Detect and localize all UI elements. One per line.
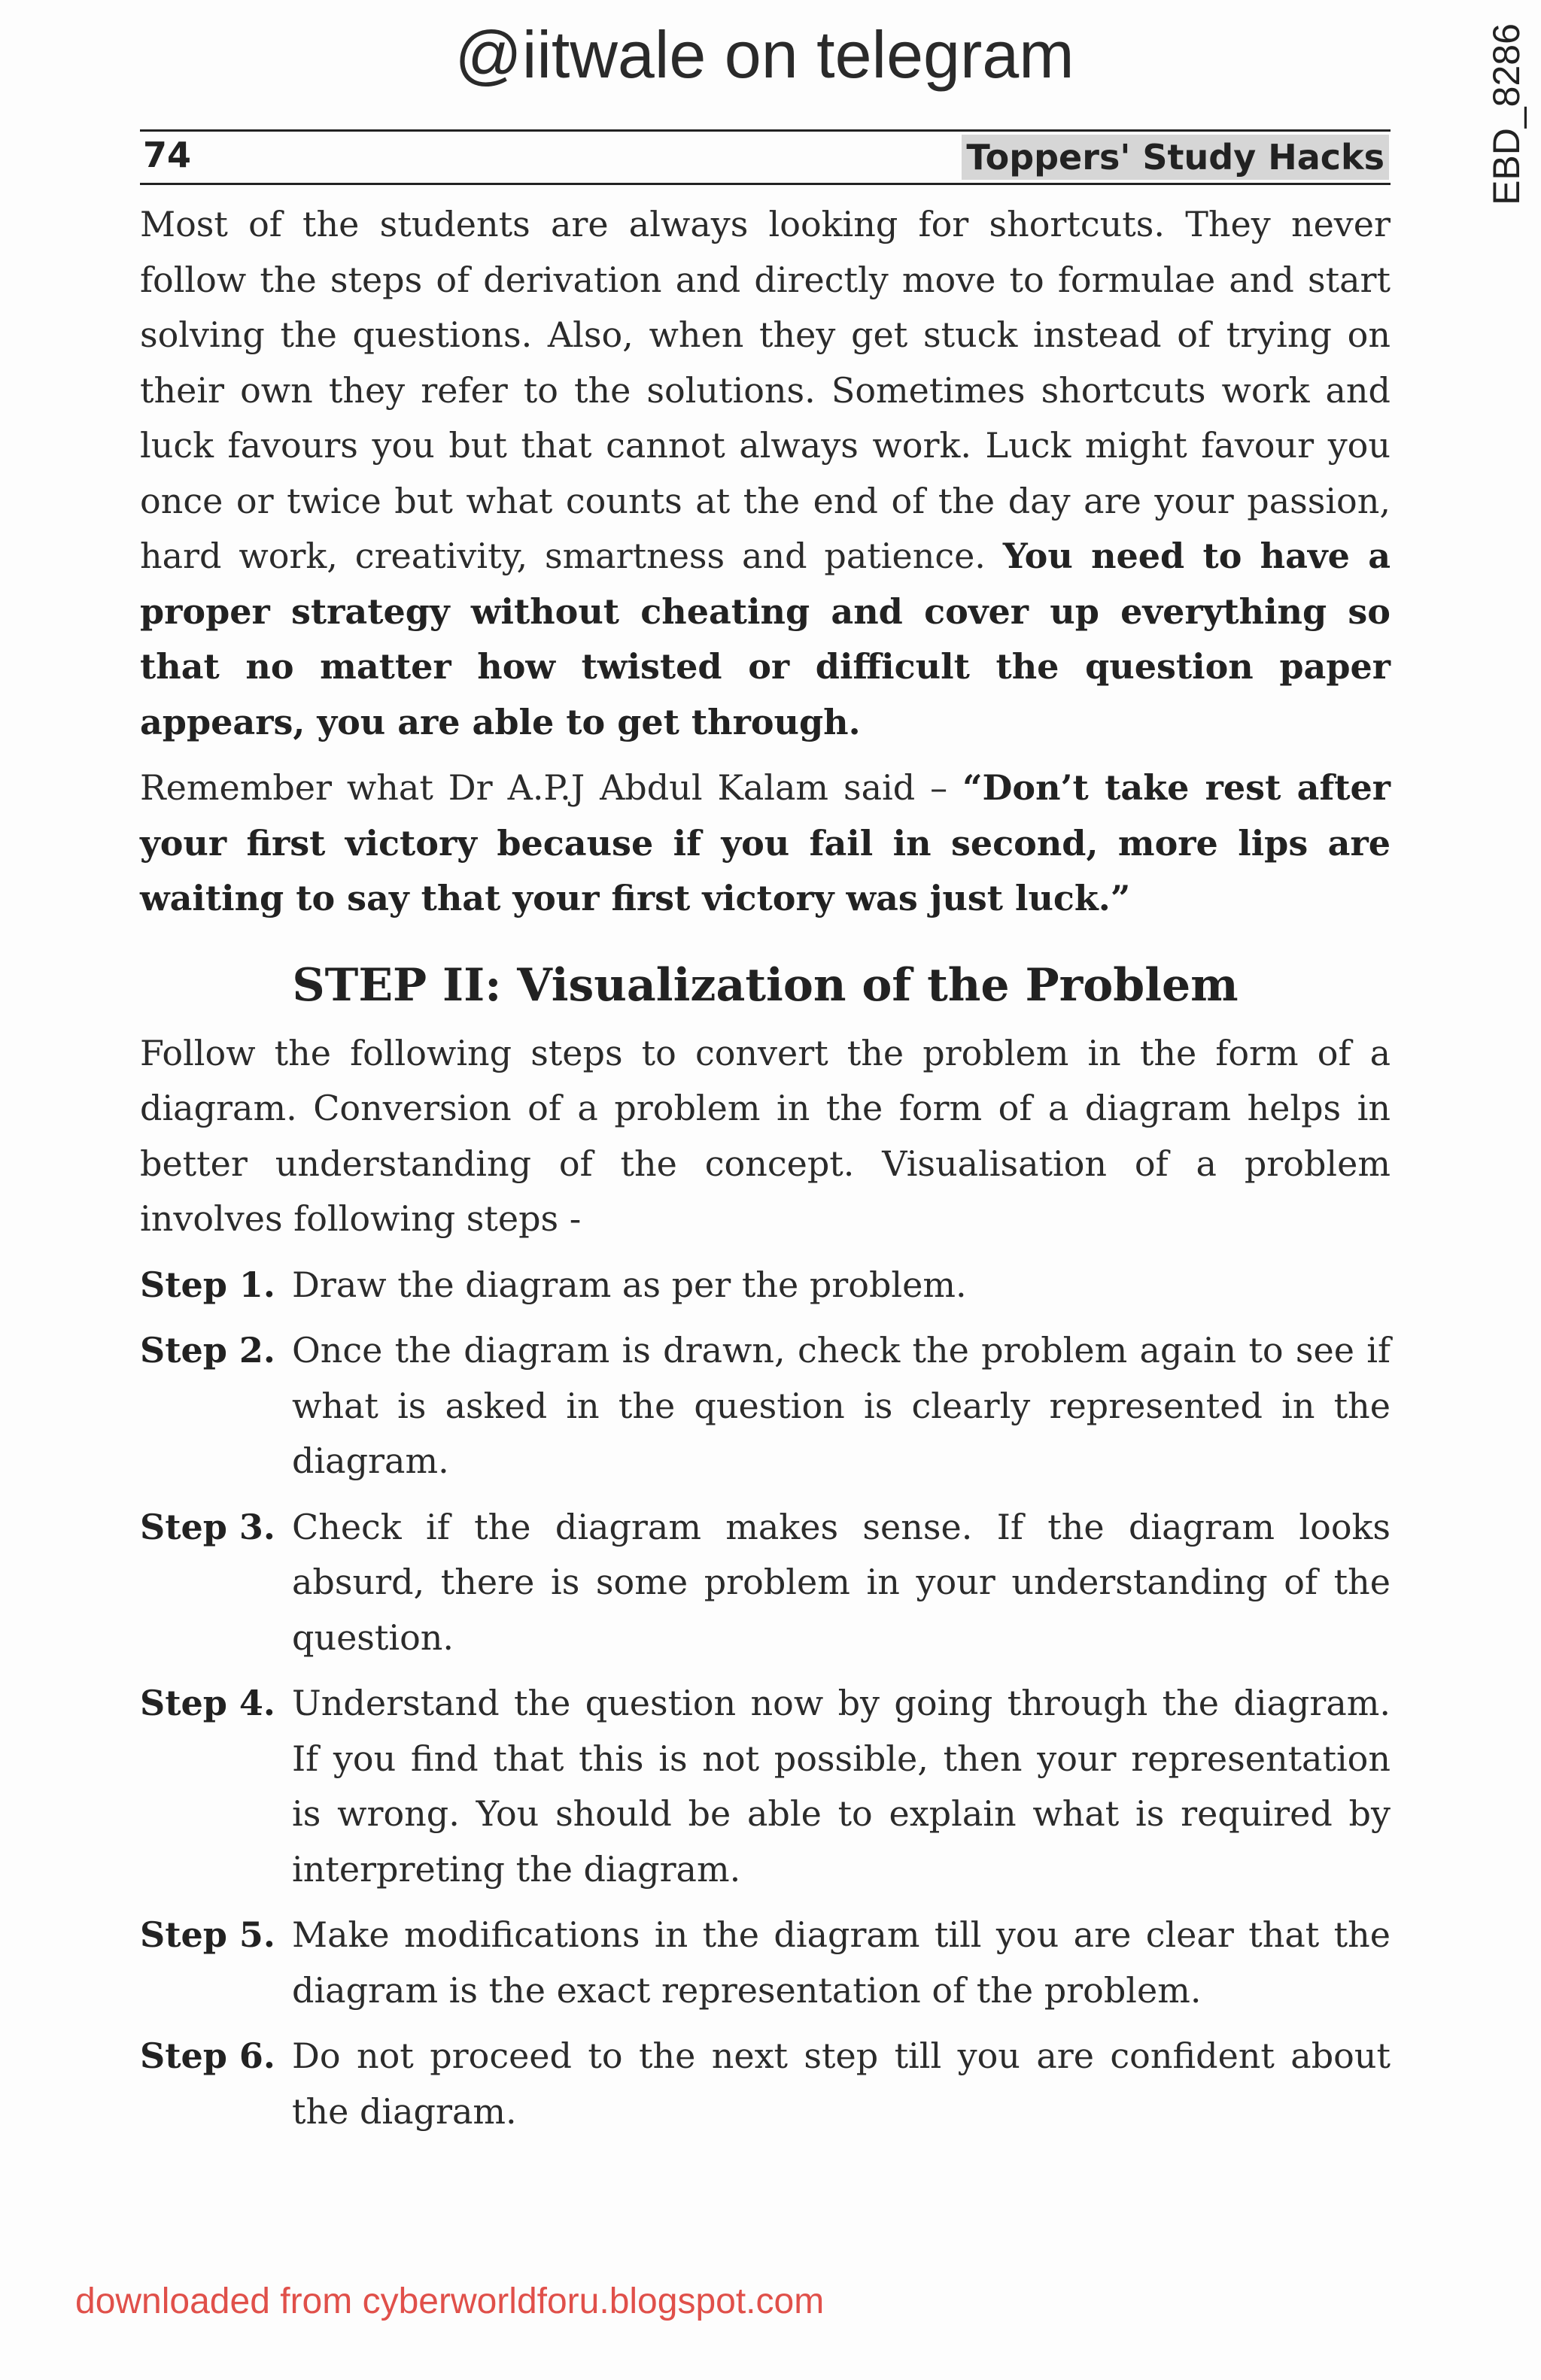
step-item xyxy=(140,2029,1391,2139)
step-label: Step 6. xyxy=(140,2035,275,2076)
paragraph-intro: Follow the following steps to convert the problem in the form of a diagram. Conversion of a problem in the form of a diagram helps in better understanding of the concept. Visualisation of a problem involves following steps - xyxy=(140,1032,1391,1239)
page-body xyxy=(140,197,1391,2139)
step-text: Understand the question now by going through the diagram. If you find that this is not possible, then your representation is wrong. You should be able to explain what is required by interpreting the diagram. xyxy=(292,1683,1391,1890)
paragraph-shortcuts xyxy=(140,197,1391,750)
section-heading: STEP II: Visualization of the Problem xyxy=(292,958,1239,1012)
paragraph-text: Most of the students are always looking for shortcuts. They never follow the steps of derivation and directly move to formulae and start solving the questions. Also, when they get stuck instead of trying on their own they refer to the solutions. Sometimes shortcuts work and luck favours you but that cannot always work. Luck might favour you once or twice but what counts at the end of the day are your passion, hard work, creativity, smartness and patience. xyxy=(140,204,1391,576)
step-text: Once the diagram is drawn, check the problem again to see if what is asked in the question is clearly represented in the diagram. xyxy=(292,1330,1391,1481)
paragraph-bold: You need to have a proper strategy without cheating and cover up everything so that no matter how twisted or difficult the question paper appears, you are able to get through. xyxy=(140,536,1391,742)
page-header xyxy=(140,129,1391,185)
side-code-text: EBD_8286 xyxy=(1485,23,1527,205)
watermark-top: @iitwale on telegram xyxy=(454,17,1074,92)
step-item xyxy=(140,1500,1391,1666)
step-item xyxy=(140,1676,1391,1897)
steps-list xyxy=(140,1258,1391,2140)
watermark-bottom: downloaded from cyberworldforu.blogspot.com xyxy=(75,2281,825,2321)
step-item xyxy=(140,1908,1391,2018)
step-text: Check if the diagram makes sense. If the diagram looks absurd, there is some problem in your understanding of the question. xyxy=(292,1506,1391,1658)
quote-bold: “Don’t take rest after your first victory because if you fail in second, more lips are waiting to say that your first victory was just luck.” xyxy=(140,767,1391,918)
page-number: 74 xyxy=(143,135,192,175)
step-label: Step 1. xyxy=(140,1264,275,1305)
side-code xyxy=(1484,15,1529,214)
paragraph-quote xyxy=(140,760,1391,927)
step-label: Step 5. xyxy=(140,1914,275,1955)
step-item xyxy=(140,1258,1391,1313)
step-text: Draw the diagram as per the problem. xyxy=(292,1264,967,1305)
step-label: Step 4. xyxy=(140,1683,275,1723)
step-label: Step 2. xyxy=(140,1330,275,1371)
step-item xyxy=(140,1323,1391,1489)
step-text: Do not proceed to the next step till you are confident about the diagram. xyxy=(292,2035,1391,2132)
step-label: Step 3. xyxy=(140,1506,275,1547)
running-title: Toppers' Study Hacks xyxy=(962,135,1389,180)
paragraph-text: Remember what Dr A.P.J Abdul Kalam said – xyxy=(140,767,948,808)
step-text: Make modifications in the diagram till you are clear that the diagram is the exact representation of the problem. xyxy=(292,1914,1391,2011)
